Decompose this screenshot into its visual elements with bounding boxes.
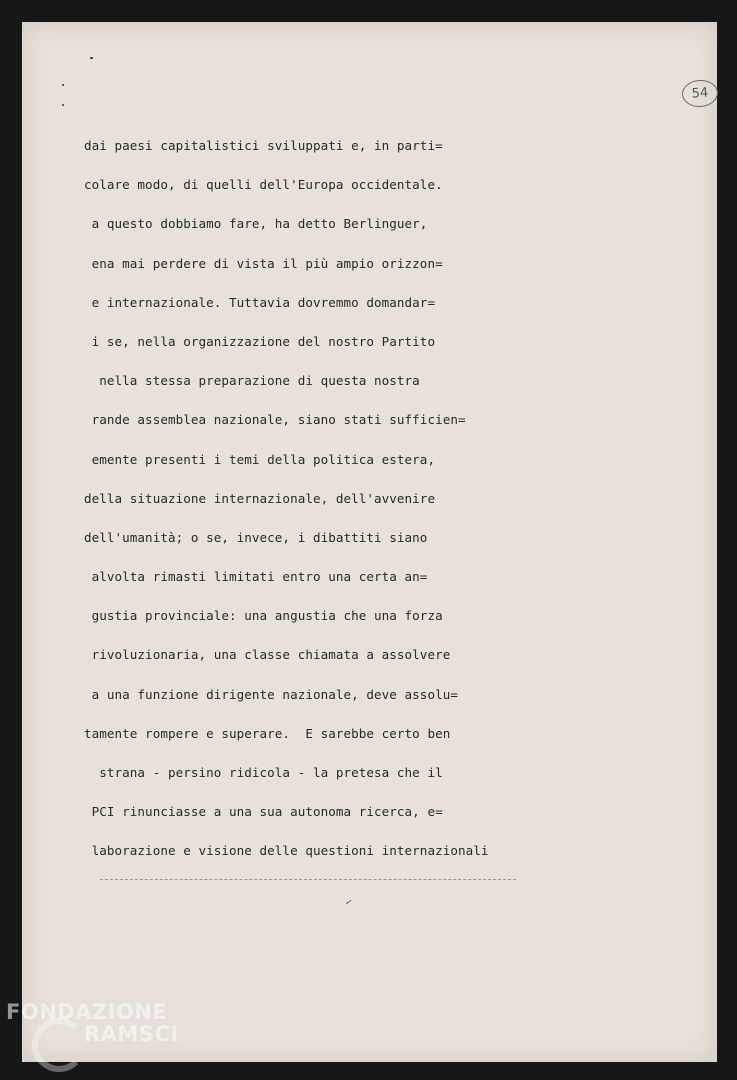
text-line: della situazione internazionale, dell'avvenire xyxy=(84,490,436,506)
watermark-line-2: RAMSCI xyxy=(84,1022,179,1046)
text-line: a una funzione dirigente nazionale, deve assolu= xyxy=(84,686,458,702)
text-line: tamente rompere e superare. E sarebbe certo ben xyxy=(84,725,451,741)
text-line: gustia provinciale: una angustia che una forza xyxy=(84,608,443,624)
dashed-rule xyxy=(100,879,516,880)
text-line: emente presenti i temi della politica estera, xyxy=(84,451,436,467)
typed-text-body xyxy=(84,136,544,881)
watermark-g-logo-icon xyxy=(32,1018,86,1072)
text-line: dai paesi capitalistici sviluppati e, in parti= xyxy=(84,138,443,153)
text-line: dell'umanità; o se, invece, i dibattiti siano xyxy=(84,529,428,545)
text-line: strana - persino ridicola - la pretesa che il xyxy=(84,765,443,780)
page-number-stamp: 54 xyxy=(681,79,719,108)
text-line: nella stessa preparazione di questa nostra xyxy=(84,373,420,389)
text-line: rande assemblea nazionale, siano stati sufficien= xyxy=(84,412,466,428)
text-line: alvolta rimasti limitati entro una certa an= xyxy=(84,569,428,585)
text-line: rivoluzionaria, una classe chiamata a assolvere xyxy=(84,647,451,663)
text-line: i se, nella organizzazione del nostro Partito xyxy=(84,333,436,349)
text-line: ena mai perdere di vista il più ampio orizzon= xyxy=(84,255,443,271)
text-line: PCI rinunciasse a una sua autonoma ricerca, e= xyxy=(84,804,443,820)
text-line: laborazione e visione delle questioni internazionali xyxy=(84,843,489,859)
watermark-line-1: FONDAZIONE xyxy=(6,1000,168,1024)
fondazione-gramsci-watermark xyxy=(6,1000,186,1076)
text-line: e internazionale. Tuttavia dovremmo domandar= xyxy=(84,294,436,310)
text-line: colare modo, di quelli dell'Europa occidentale. xyxy=(84,177,443,193)
text-line: a questo dobbiamo fare, ha detto Berlinguer, xyxy=(84,216,428,232)
